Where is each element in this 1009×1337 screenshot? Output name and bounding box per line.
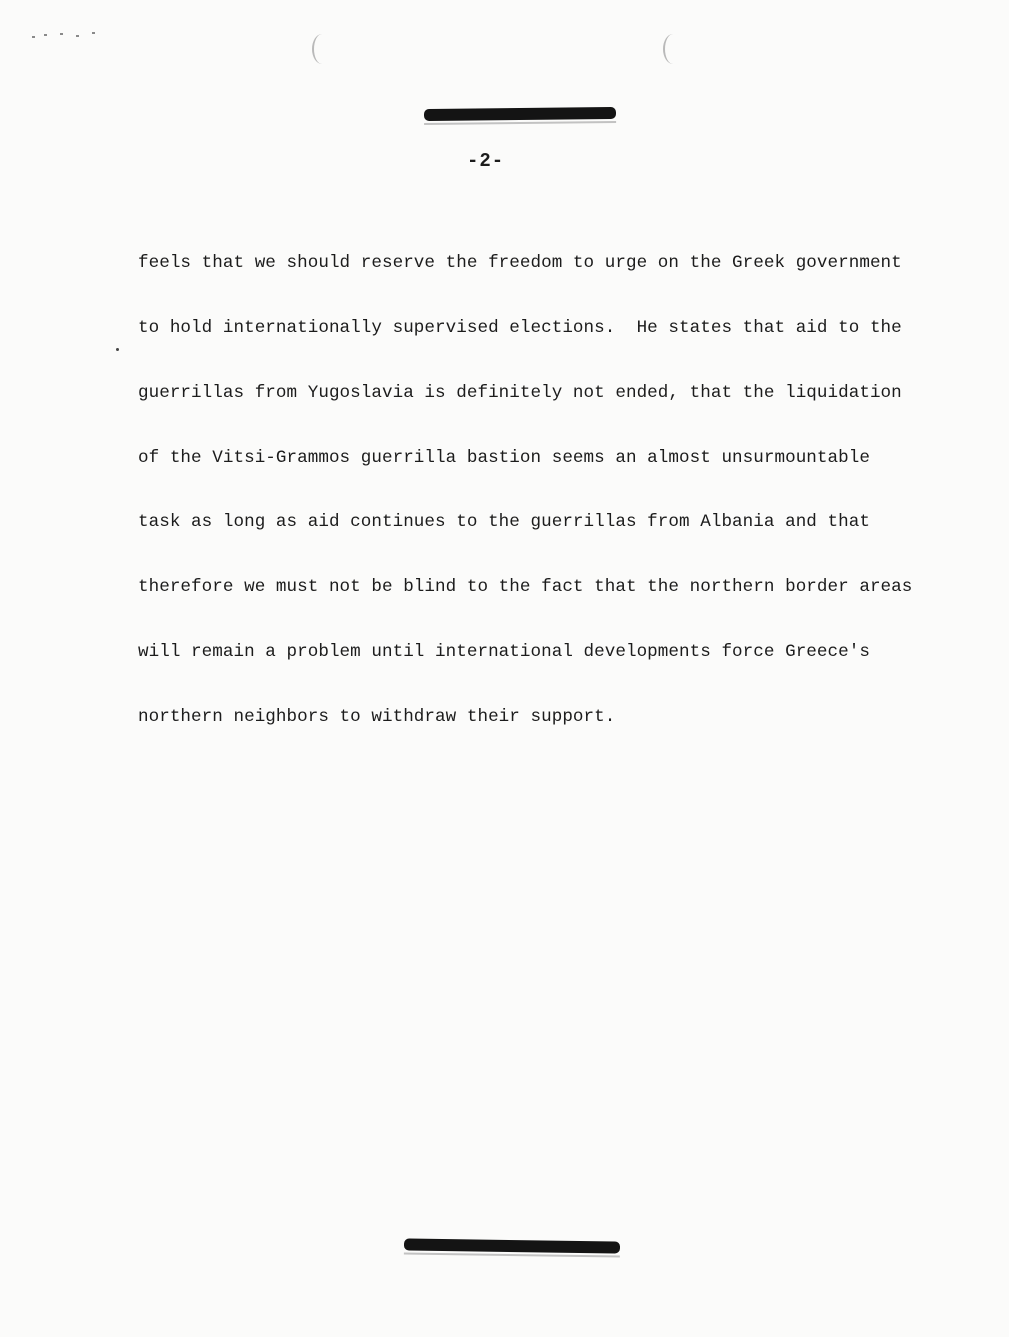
body-line: to hold internationally supervised elections. He states that aid to the <box>138 317 902 338</box>
margin-mark <box>116 348 119 351</box>
body-line: will remain a problem until international developments force Greece's <box>138 641 870 662</box>
body-line: of the Vitsi-Grammos guerrilla bastion seems an almost unsurmountable <box>138 447 870 468</box>
binder-hole-mark-right <box>663 34 683 64</box>
paper-specks <box>30 30 110 40</box>
body-line: task as long as aid continues to the guerrillas from Albania and that <box>138 512 870 533</box>
body-line: northern neighbors to withdraw their support. <box>138 706 616 727</box>
body-line: guerrillas from Yugoslavia is definitely not ended, that the liquidation <box>138 382 902 403</box>
body-paragraph <box>138 210 938 771</box>
binder-hole-mark-left <box>312 34 332 64</box>
page-number: -2- <box>467 150 505 172</box>
body-line: therefore we must not be blind to the fact that the northern border areas <box>138 577 913 598</box>
body-line: feels that we should reserve the freedom to urge on the Greek government <box>138 253 902 274</box>
redacted-classification-marking-bottom <box>404 1238 620 1253</box>
redacted-classification-marking-top <box>424 107 616 121</box>
